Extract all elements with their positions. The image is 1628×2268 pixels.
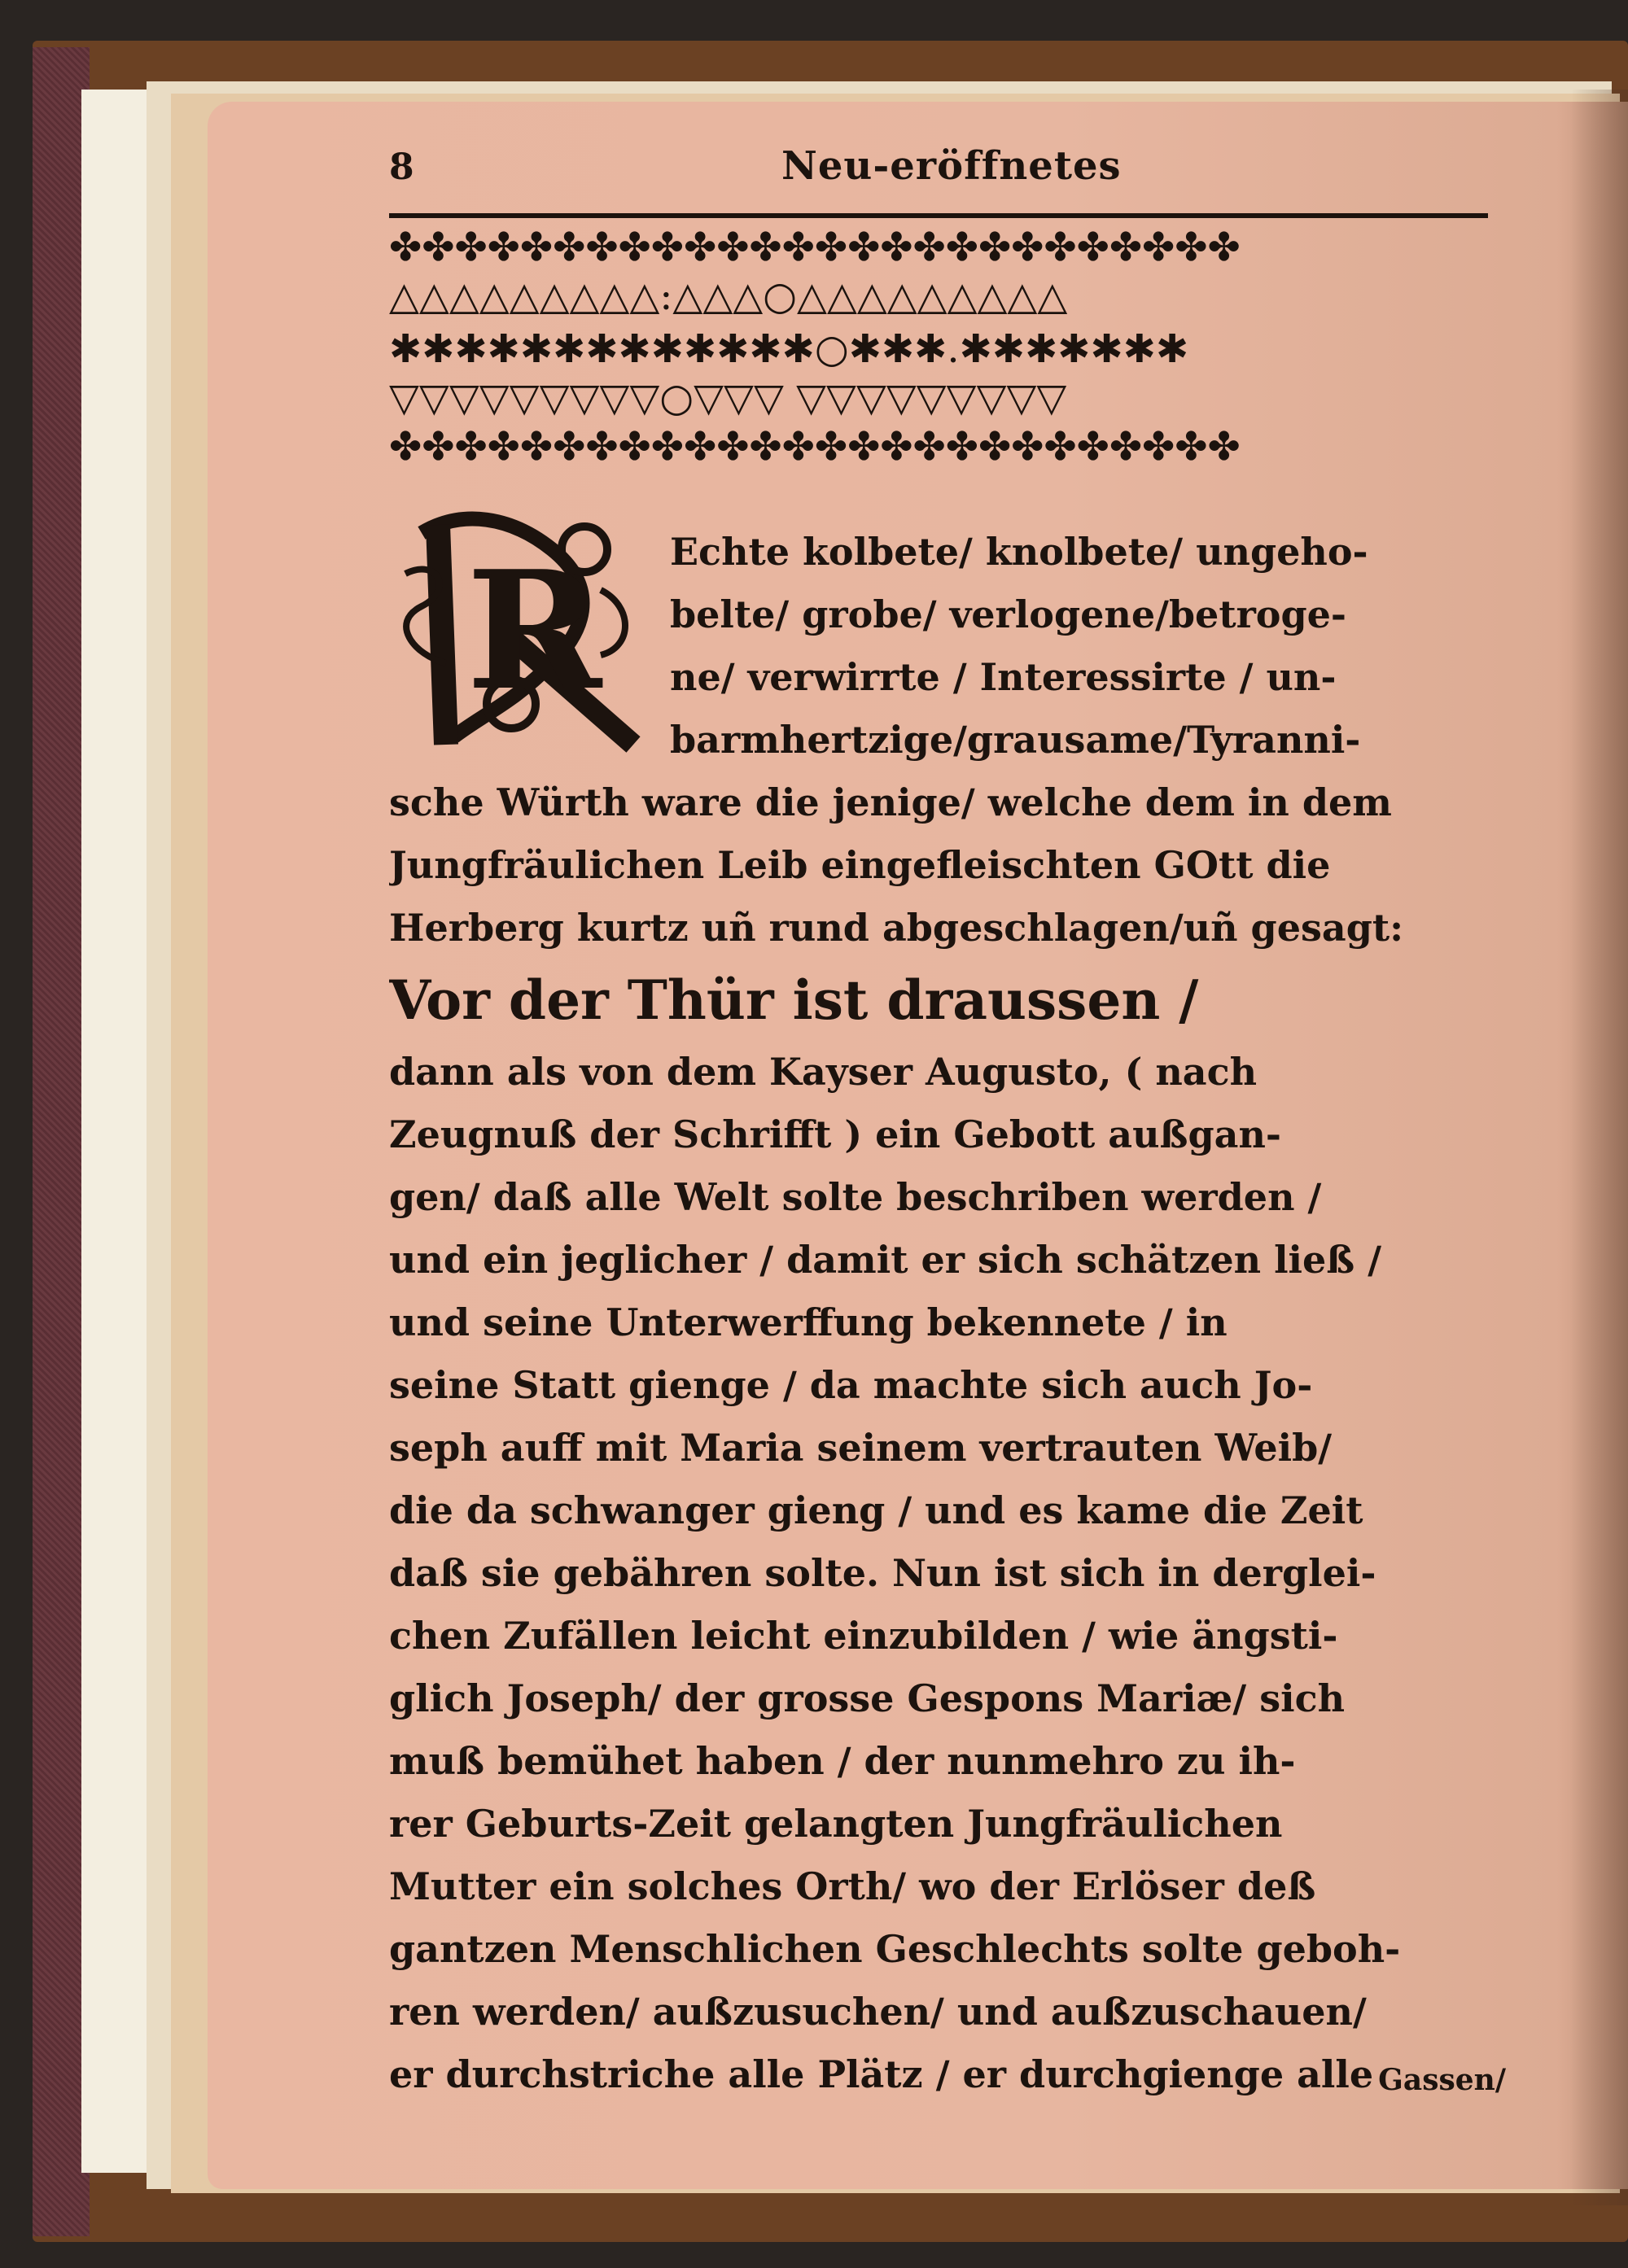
body-text (389, 521, 1496, 2106)
text-line: gen/ daß alle Welt solte beschriben werden / (389, 1175, 1322, 1219)
text-line: belte/ grobe/ verlogene/betroge- (670, 592, 1347, 636)
catchword: Gassen/ (1378, 2063, 1506, 2097)
text-line: und seine Unterwerffung bekennete / in (389, 1300, 1228, 1344)
text-line: ren werden/ außzusuchen/ und außzuschauen/ (389, 1990, 1367, 2034)
text-line: glich Joseph/ der grosse Gespons Mariæ/ sich (389, 1676, 1346, 1720)
ornament-row-stars: ✱✱✱✱✱✱✱✱✱✱✱✱✱○✱✱✱.✱✱✱✱✱✱✱ (389, 330, 1189, 369)
text-line: Mutter ein solches Orth/ wo der Erlöser deß (389, 1864, 1316, 1908)
text-line: chen Zufällen leicht einzubilden / wie ängsti- (389, 1614, 1338, 1658)
ornament-row-crosses: ✤✤✤✤✤✤✤✤✤✤✤✤✤✤✤✤✤✤✤✤✤✤✤✤✤✤ (389, 427, 1241, 466)
text-line: daß sie gebähren solte. Nun ist sich in derglei- (389, 1551, 1376, 1595)
text-line: muß bemühet haben / der nunmehro zu ih- (389, 1739, 1296, 1783)
text-line: seph auff mit Maria seinem vertrauten Weib/ (389, 1426, 1333, 1470)
running-head: Neu-eröffnetes (781, 143, 1122, 189)
ornament-row-triangles-up: △△△△△△△△△:△△△○△△△△△△△△△ (389, 277, 1068, 316)
text-line: und ein jeglicher / damit er sich schätzen ließ / (389, 1238, 1382, 1282)
text-line: Zeugnuß der Schrifft ) ein Gebott außgan- (389, 1112, 1281, 1156)
text-line: Jungfräulichen Leib eingefleischten GOtt die (389, 843, 1331, 887)
text-line: gantzen Menschlichen Geschlechts solte geboh- (389, 1927, 1401, 1971)
page-number: 8 (389, 146, 414, 188)
text-line: ne/ verwirrte / Interessirte / un- (670, 655, 1337, 699)
header-rule (389, 213, 1488, 218)
text-line: rer Geburts-Zeit gelangten Jungfräulichen (389, 1802, 1283, 1846)
text-line: barmhertzige/grausame/Tyranni- (670, 718, 1361, 762)
page-gutter (1571, 90, 1628, 2205)
ornament-row-triangles-down: ▽▽▽▽▽▽▽▽▽○▽▽▽ ▽▽▽▽▽▽▽▽▽ (389, 378, 1067, 417)
text-line: die da schwanger gieng / und es kame die Zeit (389, 1488, 1363, 1532)
text-line: Echte kolbete/ knolbete/ ungeho- (670, 530, 1368, 574)
text-line: er durchstriche alle Plätz / er durchgienge alle (389, 2052, 1374, 2096)
text-line: dann als von dem Kayser Augusto, ( nach (389, 1050, 1258, 1094)
svg-text:R: R (466, 535, 602, 727)
text-line-emphasis: Vor der Thür ist draussen / (389, 968, 1199, 1032)
text-line: seine Statt gienge / da machte sich auch Jo- (389, 1363, 1313, 1407)
ornament-row-crosses: ✤✤✤✤✤✤✤✤✤✤✤✤✤✤✤✤✤✤✤✤✤✤✤✤✤✤ (389, 228, 1241, 267)
text-line: Herberg kurtz uñ rund abgeschlagen/uñ gesagt: (389, 906, 1404, 950)
text-line: sche Würth ware die jenige/ welche dem in dem (389, 780, 1392, 824)
